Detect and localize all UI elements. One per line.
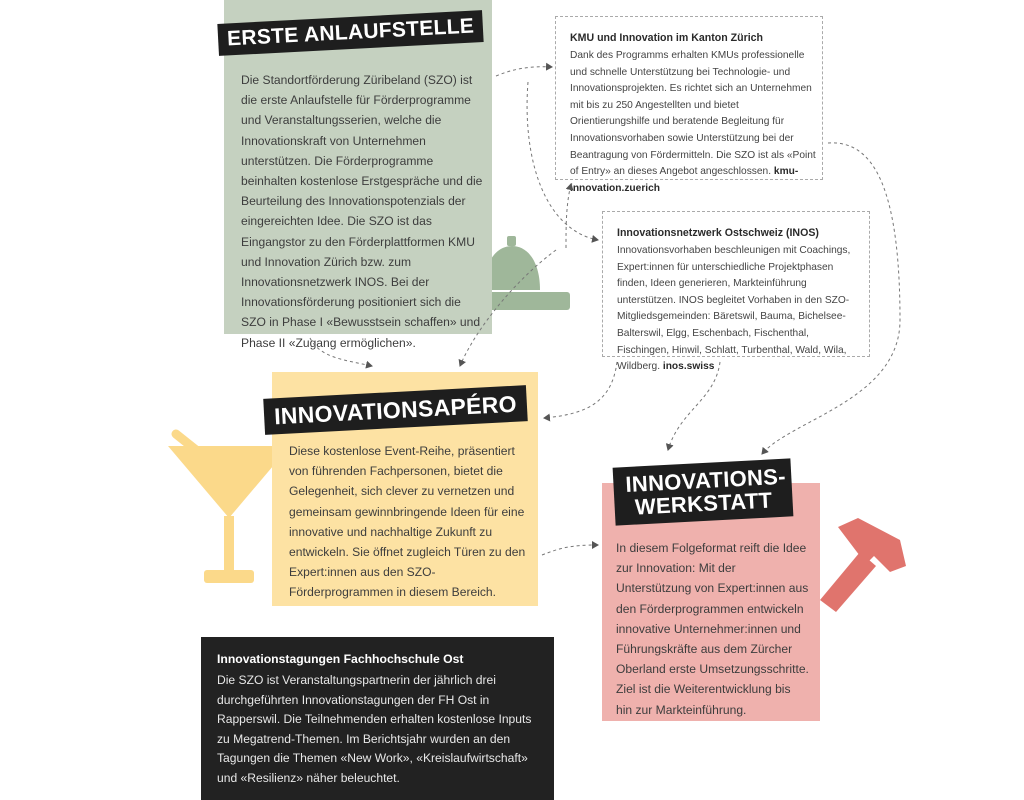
arrow-inos-to-apero [544,362,617,418]
arrow-erste-to-apero-right [460,250,556,366]
werkstatt-label-line2: WERKSTATT [634,487,773,520]
innovationstagungen-text: Die SZO ist Veranstaltungspartnerin der jährlich drei durchgeführten Innovationstagungen der FH Ost in Rapperswil. Die Teilnehmenden erhalten kostenlose Inputs zu Megatrend-Themen. Im Berichtsjahr wurden an den Tagungen die Themen «New Work», «Kreislaufwirtschaft» und «Resilienz» näher beleuchtet. [217,673,532,785]
innovationstagungen-title: Innovationstagungen Fachhochschule Ost [217,652,464,666]
erste-anlaufstelle-label: ERSTE ANLAUFSTELLE [217,10,484,56]
arrow-erste-to-kmu [496,67,552,76]
arrow-inos-to-kmu [566,184,571,248]
inos-body: Innovationsvorhaben beschleunigen mit Coachings, Expert:innen für unterschiedliche Projektphasen finden, Ideen generieren, Markteinführung unterstützen. INOS begleitet Vorhaben in den SZO-Mitgliedsgemeinden: Bäretswil, Bauma, Bichelsee-Balterswil, Elgg, Eschenbach, Fischenthal, Fischingen, Hinwil, Schlatt, Turbenthal, Wald, Wila, Wildberg. [617,245,851,373]
arrow-erste-to-apero-left [310,338,372,366]
arrow-erste-to-inos [527,82,598,240]
arrow-inos-to-werkstatt-left [668,362,720,450]
werkstatt-label-line1: INNOVATIONS- [624,463,787,498]
arrow-apero-to-werkstatt [542,545,598,555]
arrow-kmu-to-werkstatt [762,143,900,454]
innovationsapero-text: Diese kostenlose Event-Reihe, präsentiert von führenden Fachpersonen, bietet die Gelegenheit, sich clever zu vernetzen und gemeinsam gewinnbringende Ideen für eine innovative und nachhaltige Zukunft zu entwickeln. Sie öffnet zugleich Türen zu den Expert:innen aus den SZO-Förderprogrammen in diesem Bereich. [289,444,526,600]
inos-link[interactable]: inos.swiss [662,361,715,373]
innovationsapero-label: INNOVATIONSAPÉRO [263,385,527,435]
kmu-title: KMU und Innovation im Kanton Zürich [570,32,764,44]
inos-title: Innovationsnetzwerk Ostschweiz (INOS) [617,227,819,239]
kmu-body: Dank des Programms erhalten KMUs professionelle und schnelle Unterstützung bei Technologie- und Innovationsprojekten. Es richtet sich an Unternehmen mit bis zu 250 Angestellten und bietet Orientierungshilfe und beratende Begleitung für Innovationsvorhaben sowie Unterstützung bei der Beantragung von Fördermitteln. Die SZO ist als «Point of Entry» an dieses Angebot angeschlossen. [570,50,816,178]
kmu-link[interactable]: kmu-innovation.zuerich [570,166,799,194]
innovationswerkstatt-text: In diesem Folgeformat reift die Idee zur Innovation: Mit der Unterstützung von Expert:innen aus den Förderprogrammen entwickeln innovative Unternehmer:innen und Führungskräfte aus dem Zürcher Oberland erste Umsetzungsschritte. Ziel ist die Weiterentwicklung bis hin zur Markteinführung. [616,541,809,717]
erste-anlaufstelle-text: Die Standortförderung Züribeland (SZO) ist die erste Anlaufstelle für Förderprogramme und Veranstaltungsserien, welche die Innovationskraft von Unternehmen unterstützen. Die Förderprogramme beinhalten kostenlose Erstgespräche und die Beurteilung des Innovationspotenzials der eingereichten Idee. Die SZO ist das Eingangstor zu den Förderplattformen KMU und Innovation Zürich bzw. zum Innovationsnetzwerk INOS. Bei der Innovationsförderung positioniert sich die SZO in Phase I «Bewusstsein schaffen» und Phase II «Zugang ermöglichen». [241,73,483,350]
